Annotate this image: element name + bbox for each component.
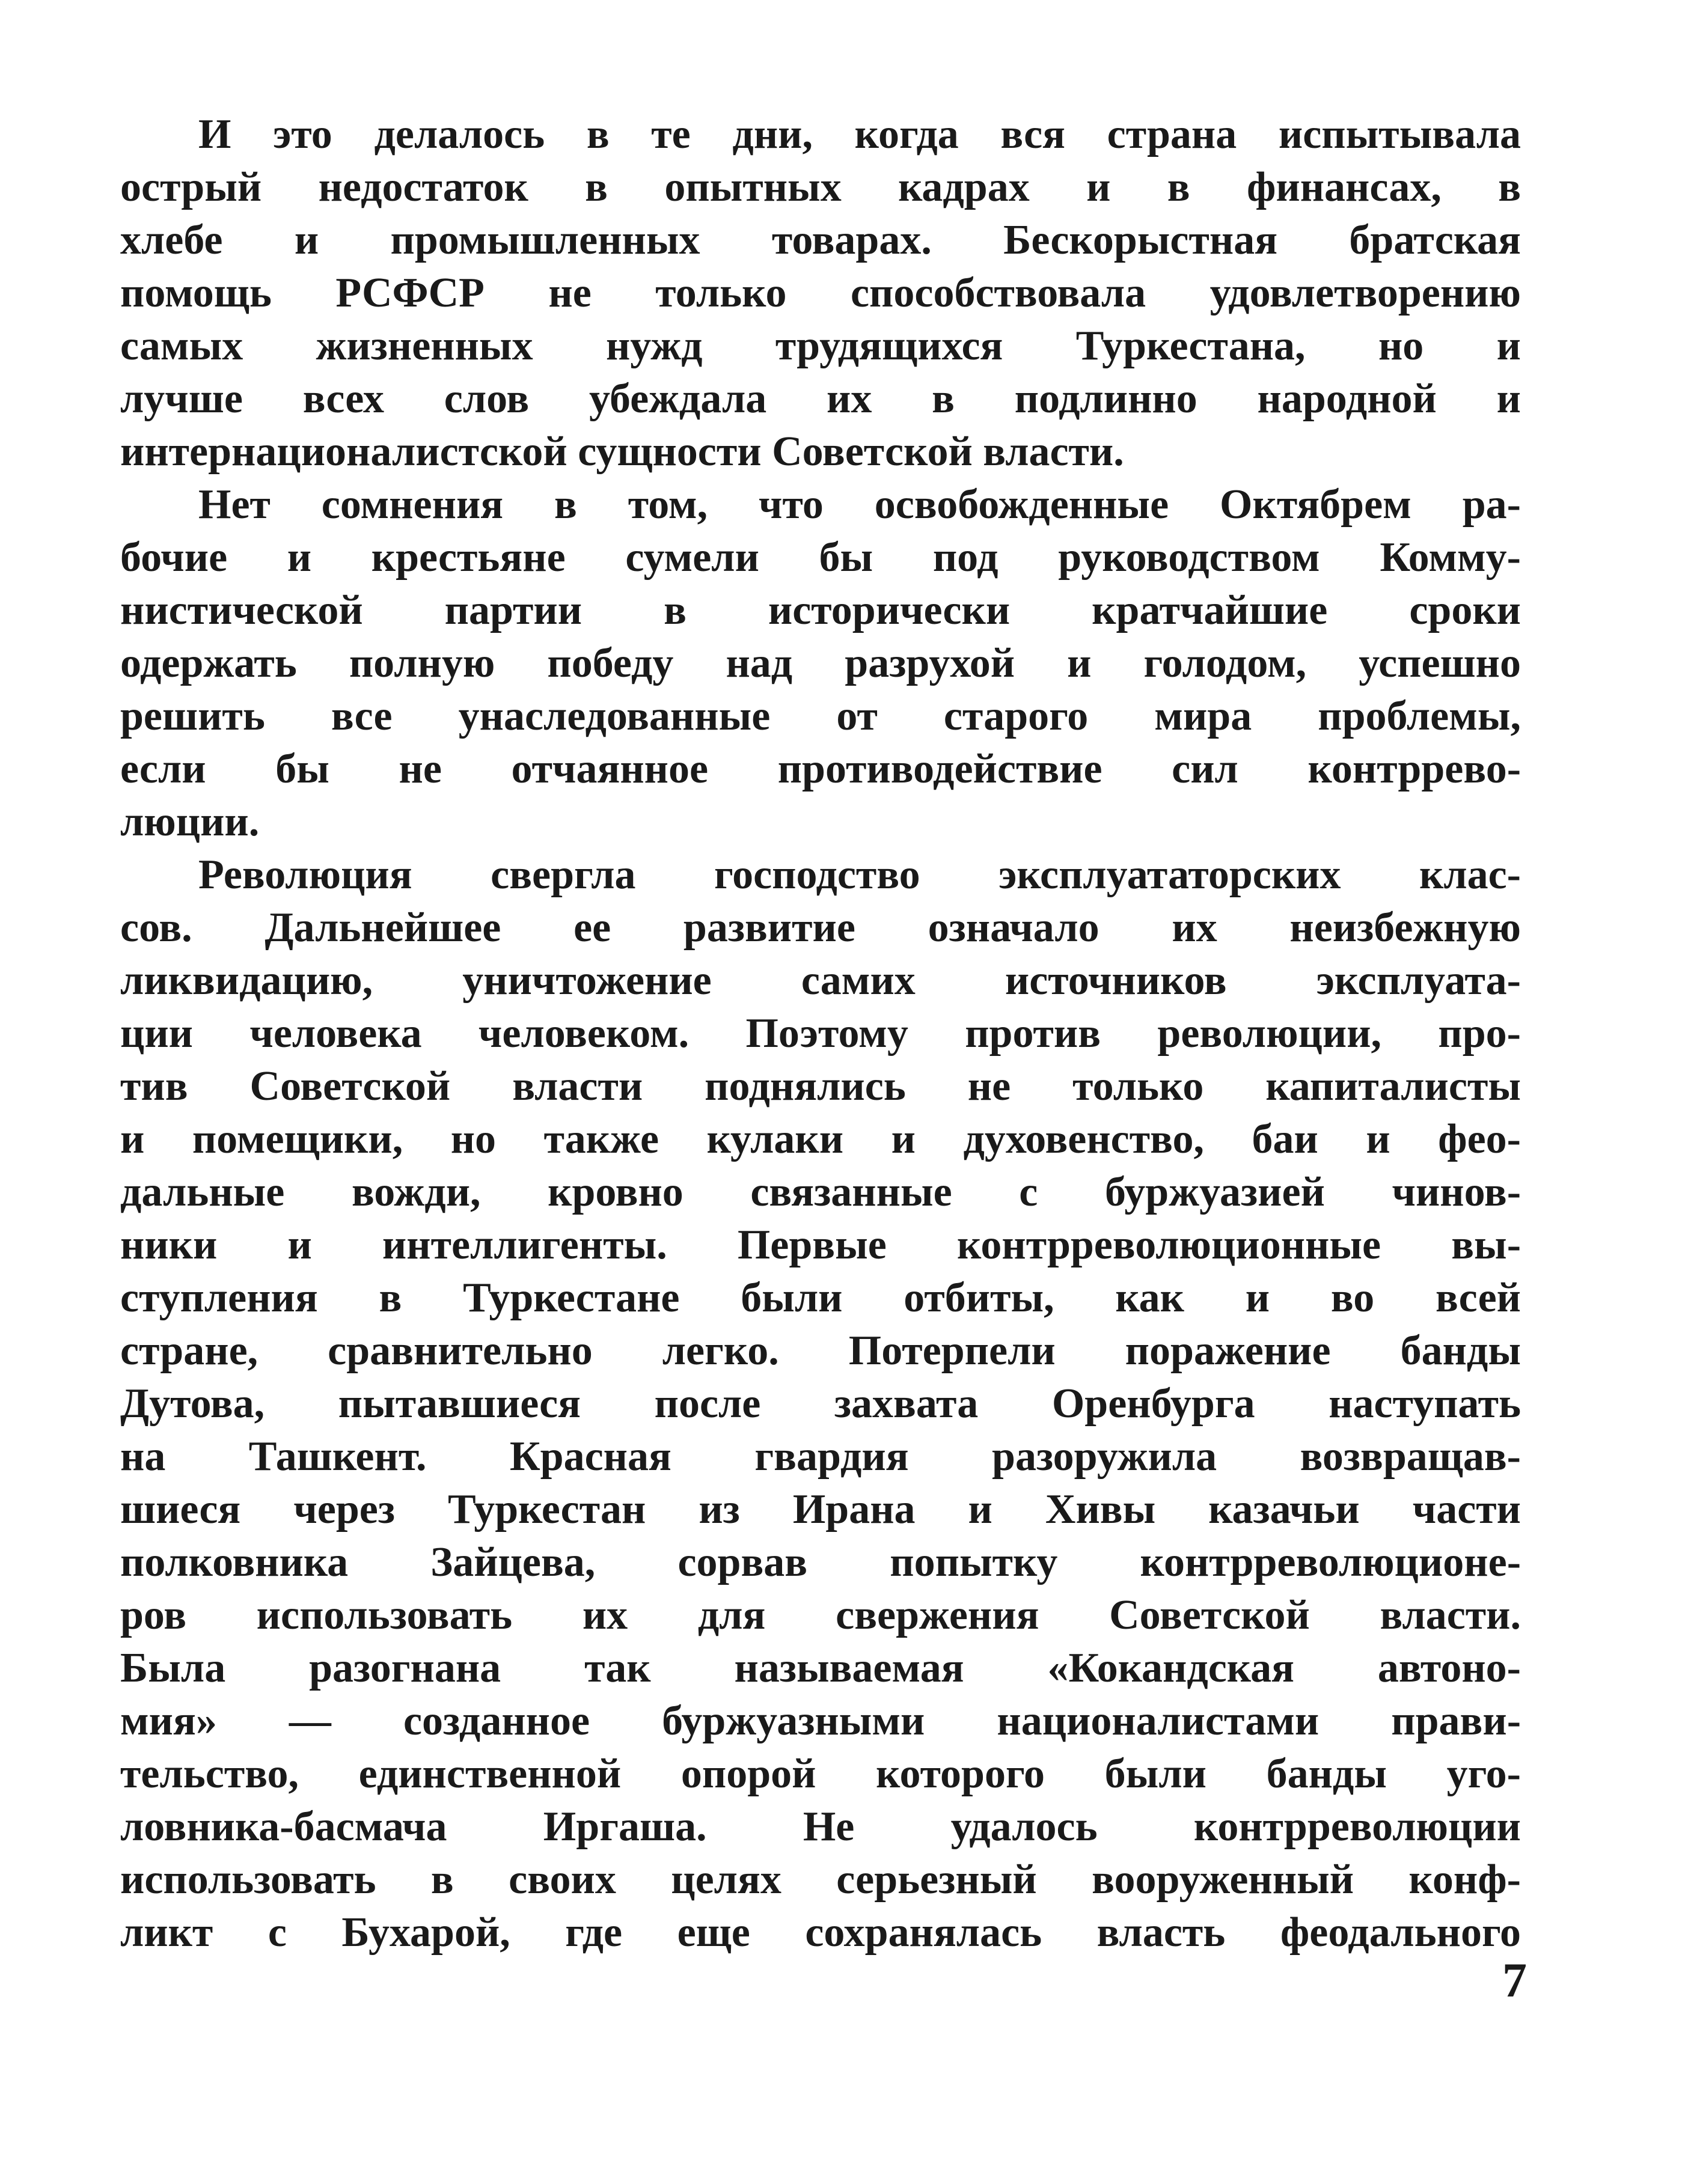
paragraph-2-line-4: одержать полную победу над разрухой и голодом, успешно (120, 640, 1521, 686)
paragraph-1-line-5: самых жизненных нужд трудящихся Туркестана, но и (120, 323, 1521, 369)
paragraph-3-line-14: полковника Зайцева, сорвав попытку контрреволюционе- (120, 1539, 1521, 1585)
paragraph-3-line-9: ступления в Туркестане были отбиты, как и во всей (120, 1275, 1521, 1321)
paragraph-3-line-21: ликт с Бухарой, где еще сохранялась власть феодального (120, 1909, 1521, 1956)
paragraph-1-line-6: лучше всех слов убеждала их в подлинно народной и (120, 376, 1521, 422)
body-text (120, 108, 1521, 1959)
paragraph-3-line-3: ликвидацию, уничтожение самих источников эксплуата- (120, 957, 1521, 1004)
paragraph-3-line-16: Была разогнана так называемая «Кокандская автоно- (120, 1645, 1521, 1691)
paragraph-2-line-5: решить все унаследованные от старого мира проблемы, (120, 693, 1521, 739)
paragraph-1-line-4: помощь РСФСР не только способствовала удовлетворению (120, 270, 1521, 316)
page-number: 7 (1502, 1953, 1527, 2007)
paragraph-1-line-2: острый недостаток в опытных кадрах и в финансах, в (120, 164, 1521, 210)
paragraph-3-line-13: шиеся через Туркестан из Ирана и Хивы казачьи части (120, 1486, 1521, 1533)
paragraph-3-line-5: тив Советской власти поднялись не только капиталисты (120, 1063, 1521, 1109)
paragraph-3-line-2: сов. Дальнейшее ее развитие означало их неизбежную (120, 904, 1521, 951)
paragraph-3-line-18: тельство, единственной опорой которого были банды уго- (120, 1751, 1521, 1797)
paragraph-2-line-2: бочие и крестьяне сумели бы под руководством Комму- (120, 534, 1521, 581)
paragraph-1-line-7: интернационалистской сущности Советской власти. (120, 429, 1124, 475)
paragraph-3-line-8: ники и интеллигенты. Первые контрреволюционные вы- (120, 1222, 1521, 1268)
paragraph-3-line-17: мия» — созданное буржуазными националистами прави- (120, 1698, 1521, 1744)
paragraph-3-line-11: Дутова, пытавшиеся после захвата Оренбурга наступать (120, 1380, 1521, 1427)
paragraph-3-line-15: ров использовать их для свержения Советской власти. (120, 1592, 1521, 1638)
paragraph-3-line-6: и помещики, но также кулаки и духовенство, баи и фео- (120, 1116, 1521, 1162)
paragraph-3-line-4: ции человека человеком. Поэтому против революции, про- (120, 1010, 1521, 1057)
paragraph-3-line-7: дальные вожди, кровно связанные с буржуазией чинов- (120, 1169, 1521, 1215)
paragraph-3-line-20: использовать в своих целях серьезный вооруженный конф- (120, 1856, 1521, 1903)
paragraph-3-line-1: Революция свергла господство эксплуататорских клас- (198, 852, 1521, 898)
paragraph-2-line-6: если бы не отчаянное противодействие сил контррево- (120, 746, 1521, 792)
paragraph-3-line-19: ловника-басмача Иргаша. Не удалось контрреволюции (120, 1804, 1521, 1850)
paragraph-3-line-10: стране, сравнительно легко. Потерпели поражение банды (120, 1328, 1521, 1374)
paragraph-2-line-1: Нет сомнения в том, что освобожденные Октябрем ра- (198, 481, 1521, 528)
paragraph-3-line-12: на Ташкент. Красная гвардия разоружила возвращав- (120, 1433, 1521, 1480)
paragraph-2-line-3: нистической партии в исторически кратчайшие сроки (120, 587, 1521, 633)
paragraph-2-line-7: люции. (120, 799, 260, 845)
paragraph-1-line-1: И это делалось в те дни, когда вся страна испытывала (198, 111, 1521, 157)
paragraph-1-line-3: хлебе и промышленных товарах. Бескорыстная братская (120, 217, 1521, 263)
